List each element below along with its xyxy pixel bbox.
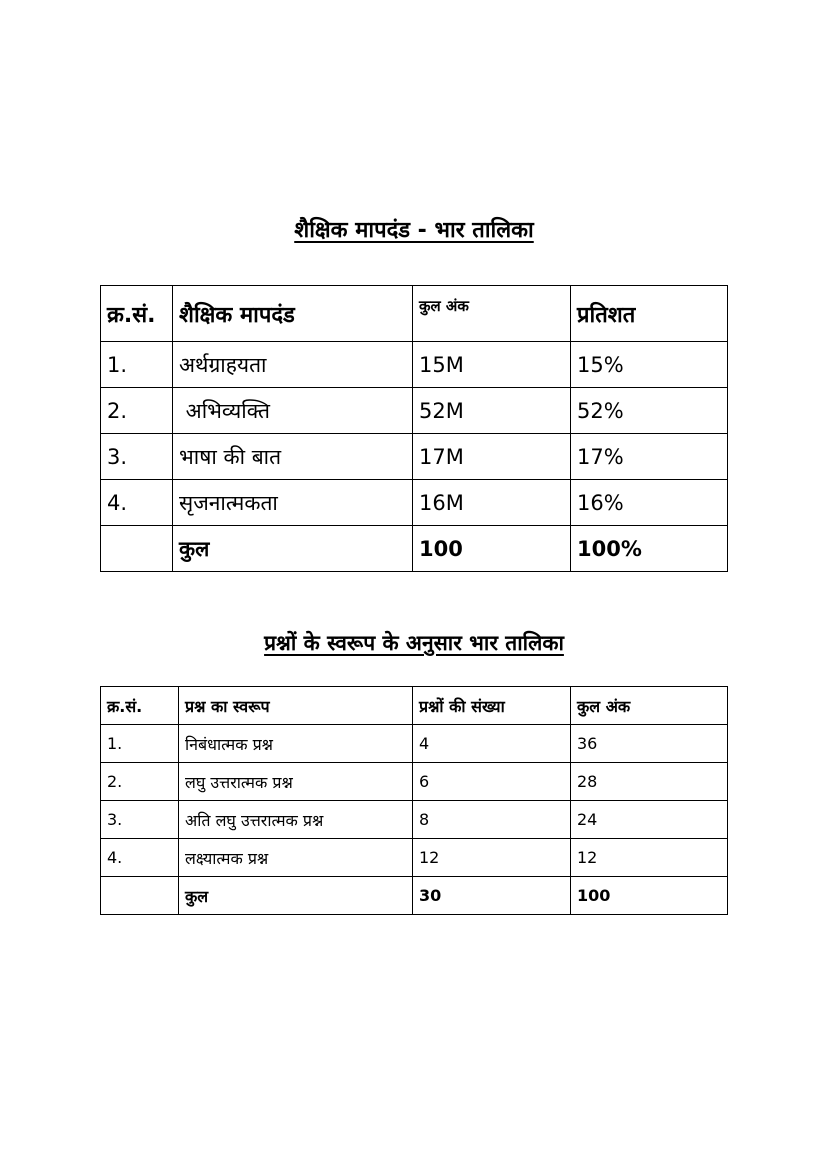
cell-question-count: 6 xyxy=(413,763,571,801)
cell-percentage: 52% xyxy=(571,388,728,434)
cell-serial: 1. xyxy=(101,342,173,388)
table-row xyxy=(101,801,728,839)
cell-criteria: भाषा की बात xyxy=(173,434,413,480)
cell-serial: 2. xyxy=(101,388,173,434)
table-header-row xyxy=(101,286,728,342)
table-row xyxy=(101,388,728,434)
cell-criteria: अर्थग्राहयता xyxy=(173,342,413,388)
table-row xyxy=(101,480,728,526)
table-total-row xyxy=(101,877,728,915)
total-label: कुल xyxy=(173,526,413,572)
table-row xyxy=(101,725,728,763)
question-type-weightage-table xyxy=(100,686,728,915)
cell-marks: 15M xyxy=(413,342,571,388)
cell-serial: 4. xyxy=(101,480,173,526)
cell-marks: 28 xyxy=(571,763,728,801)
cell-marks: 16M xyxy=(413,480,571,526)
cell-marks: 17M xyxy=(413,434,571,480)
cell-question-count: 8 xyxy=(413,801,571,839)
cell-question-type: लघु उत्तरात्मक प्रश्न xyxy=(179,763,413,801)
cell-question-count: 4 xyxy=(413,725,571,763)
total-question-count: 30 xyxy=(413,877,571,915)
table-row xyxy=(101,839,728,877)
cell-marks: 36 xyxy=(571,725,728,763)
header-question-count: प्रश्नों की संख्या xyxy=(413,687,571,725)
cell-serial xyxy=(101,877,179,915)
table-total-row xyxy=(101,526,728,572)
cell-serial: 3. xyxy=(101,434,173,480)
table-row xyxy=(101,434,728,480)
academic-criteria-weightage-table xyxy=(100,285,728,572)
total-marks: 100 xyxy=(413,526,571,572)
cell-marks: 12 xyxy=(571,839,728,877)
cell-question-type: अति लघु उत्तरात्मक प्रश्न xyxy=(179,801,413,839)
cell-serial: 1. xyxy=(101,725,179,763)
total-percentage: 100% xyxy=(571,526,728,572)
cell-percentage: 17% xyxy=(571,434,728,480)
table-row xyxy=(101,342,728,388)
total-marks: 100 xyxy=(571,877,728,915)
header-serial-no: क्र.सं. xyxy=(101,286,173,342)
cell-criteria: सृजनात्मकता xyxy=(173,480,413,526)
total-label: कुल xyxy=(179,877,413,915)
cell-serial: 3. xyxy=(101,801,179,839)
cell-marks: 24 xyxy=(571,801,728,839)
cell-serial: 4. xyxy=(101,839,179,877)
cell-criteria: अभिव्यक्ति xyxy=(173,388,413,434)
header-question-type: प्रश्न का स्वरूप xyxy=(179,687,413,725)
cell-serial: 2. xyxy=(101,763,179,801)
question-type-table-title: प्रश्नों के स्वरूप के अनुसार भार तालिका xyxy=(264,631,564,655)
cell-serial xyxy=(101,526,173,572)
header-total-marks: कुल अंक xyxy=(571,687,728,725)
cell-percentage: 15% xyxy=(571,342,728,388)
header-total-marks: कुल अंक xyxy=(413,286,571,342)
cell-question-count: 12 xyxy=(413,839,571,877)
cell-question-type: लक्ष्यात्मक प्रश्न xyxy=(179,839,413,877)
table-row xyxy=(101,763,728,801)
cell-percentage: 16% xyxy=(571,480,728,526)
cell-question-type: निबंधात्मक प्रश्न xyxy=(179,725,413,763)
weightage-table-title: शैक्षिक मापदंड - भार तालिका xyxy=(294,218,534,243)
table-header-row xyxy=(101,687,728,725)
cell-marks: 52M xyxy=(413,388,571,434)
header-academic-criteria: शैक्षिक मापदंड xyxy=(173,286,413,342)
header-serial-no: क्र.सं. xyxy=(101,687,179,725)
header-percentage: प्रतिशत xyxy=(571,286,728,342)
